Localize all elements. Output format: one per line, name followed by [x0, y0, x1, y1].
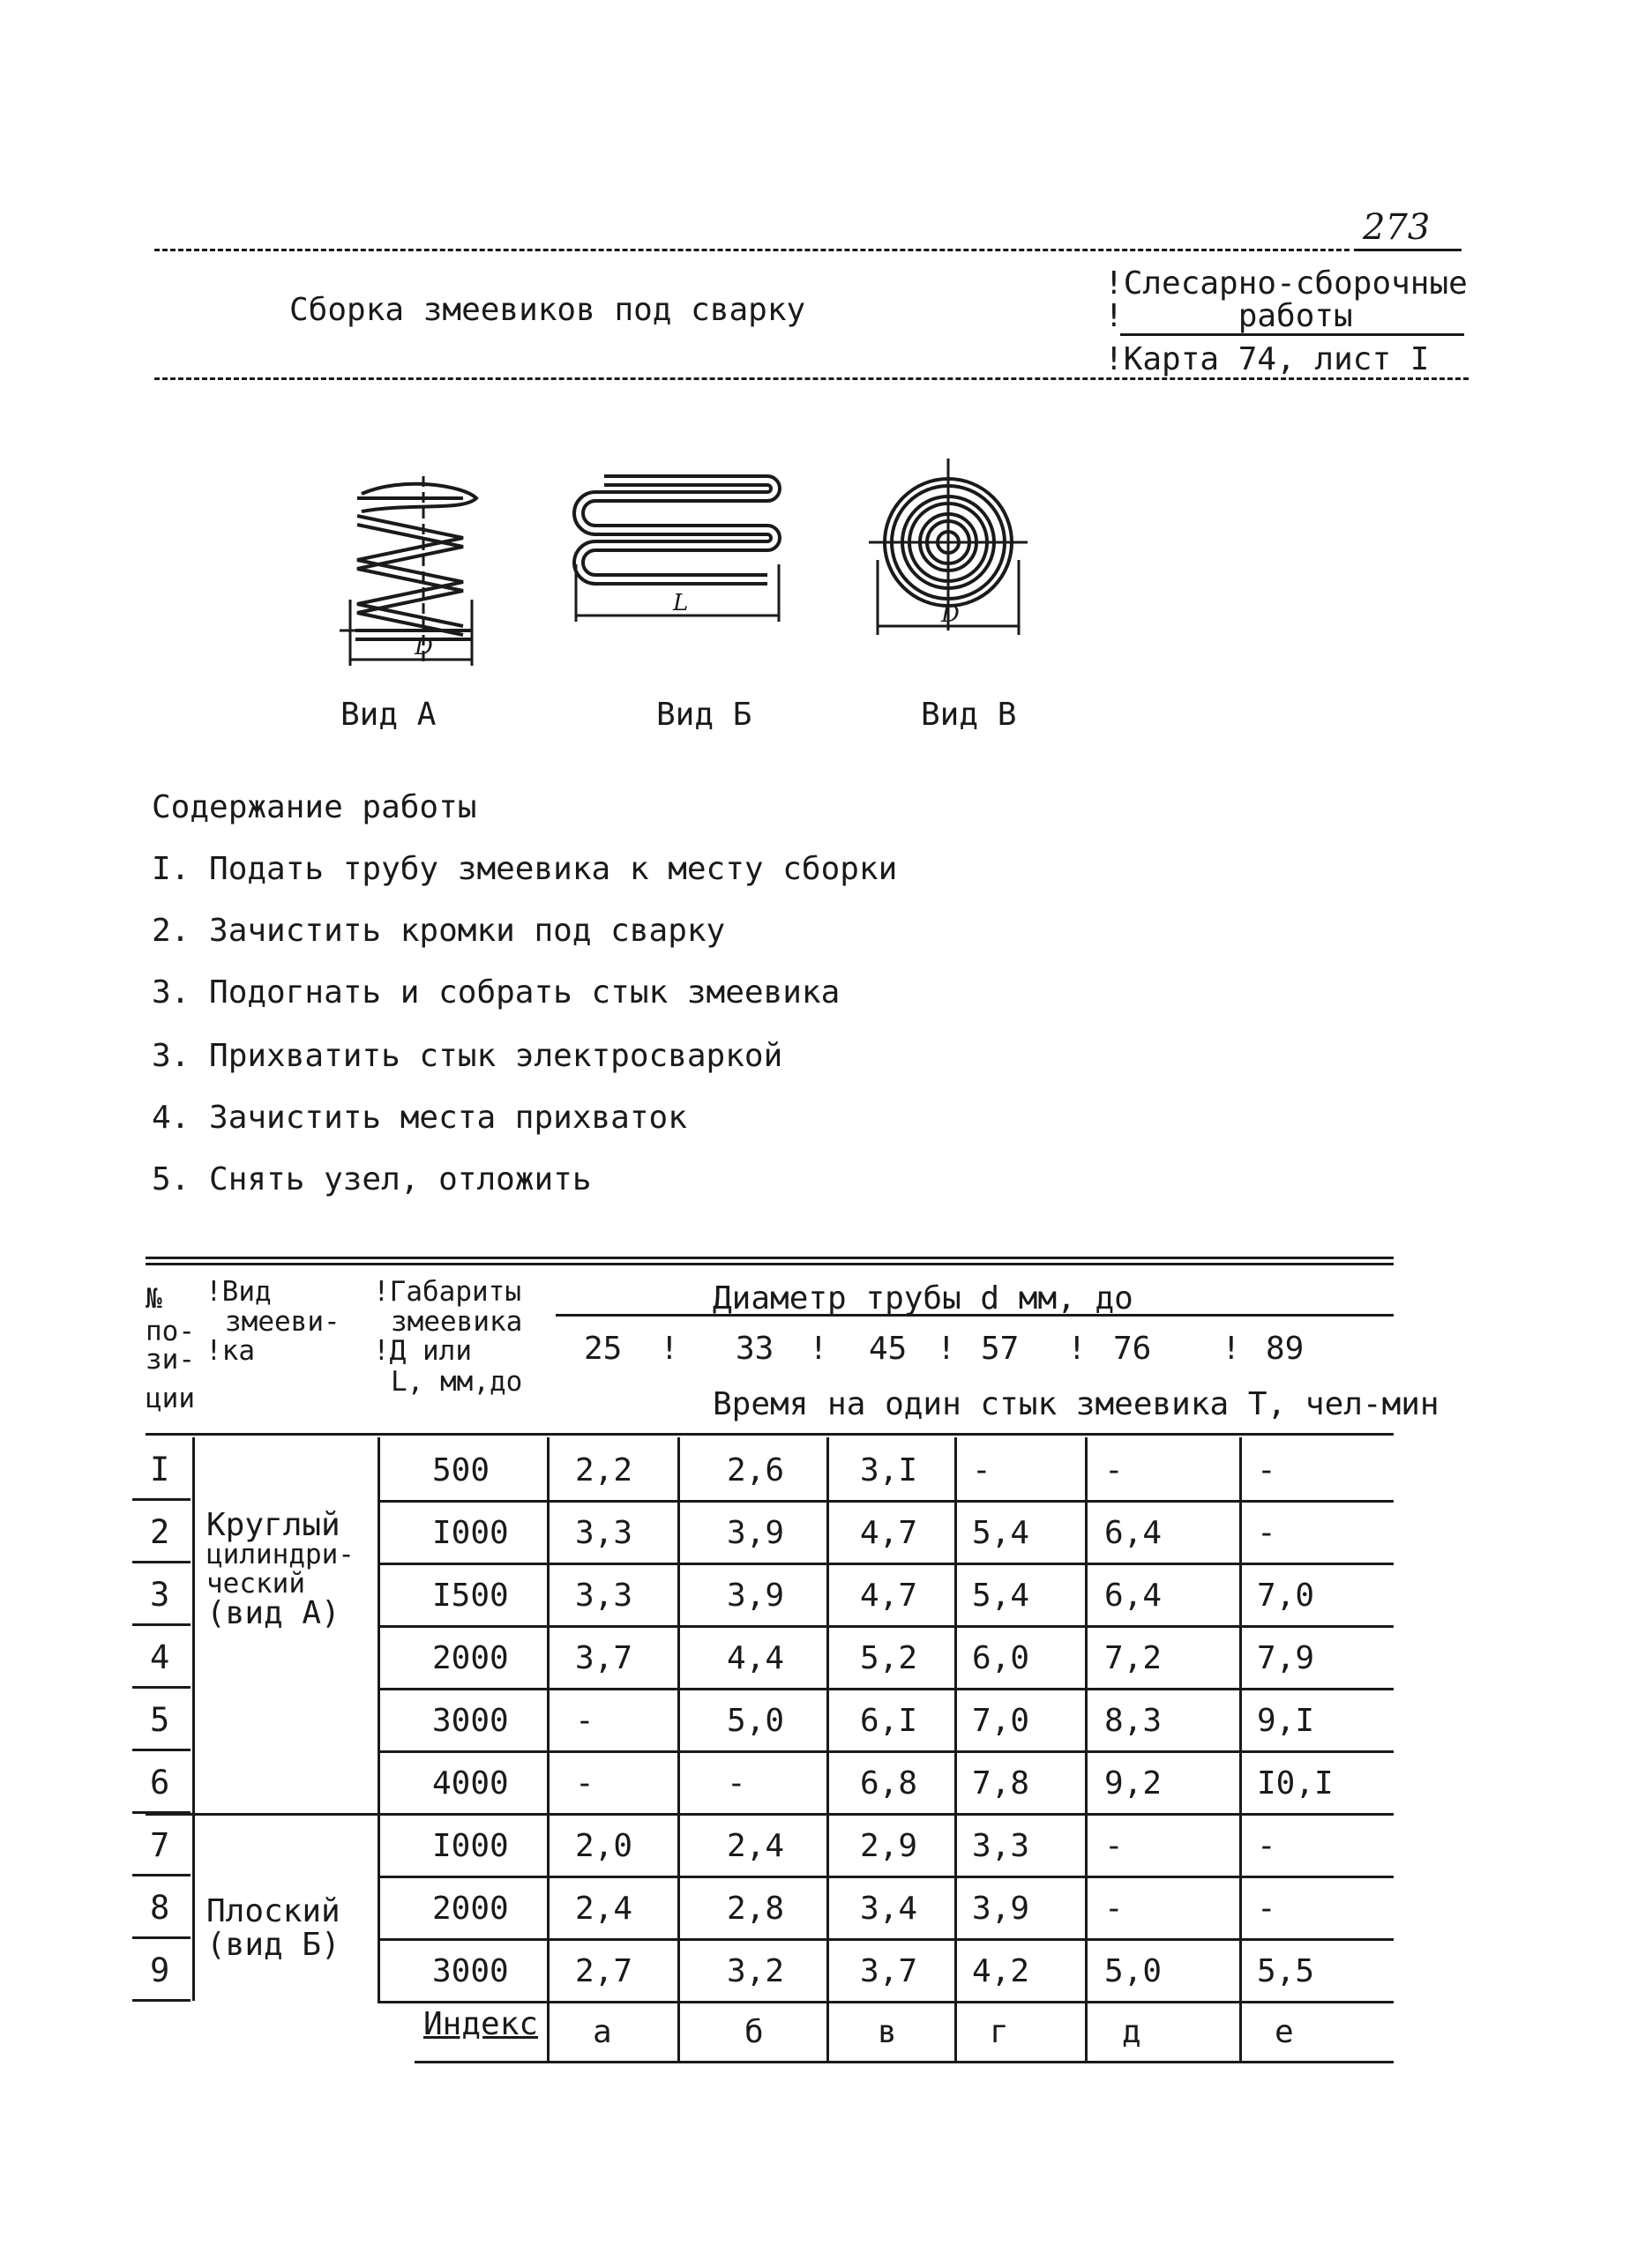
row-number: I: [150, 1451, 170, 1488]
index-value: б: [744, 2014, 764, 2050]
col-size-line-1: !Габариты: [373, 1276, 521, 1308]
time-value: -: [575, 1765, 594, 1802]
time-value: -: [575, 1703, 594, 1739]
work-step-1: I. Подать трубу змеевика к месту сборки: [152, 851, 898, 887]
card-number: Карта 74, лист I: [1123, 341, 1430, 377]
table-top-rule: [146, 1257, 1394, 1259]
figure-label-c: Вид В: [921, 697, 1017, 733]
table-top-rule-2: [146, 1263, 1394, 1265]
col-pos-line-3: зи-: [146, 1344, 195, 1376]
index-vline-1: [677, 2001, 680, 2063]
time-value: 4,4: [727, 1640, 785, 1676]
time-value: 3,7: [860, 1953, 918, 1989]
time-value: 3,4: [860, 1891, 918, 1927]
diameter-sep-4: !: [1067, 1331, 1087, 1367]
row-rule-5: [146, 1813, 1394, 1816]
time-value: 6,I: [860, 1703, 918, 1739]
row-number: 8: [150, 1889, 170, 1927]
dim-d-view-c: D: [941, 601, 960, 628]
time-value: 5,0: [1104, 1953, 1163, 1989]
time-value: -: [1257, 1452, 1276, 1488]
group-flat-line-1: Плоский: [206, 1893, 340, 1929]
diameter-sep-2: !: [809, 1331, 828, 1367]
row-num-rule-2: [132, 1623, 191, 1626]
table-vline-6: [1085, 1437, 1088, 2001]
row-size: 500: [432, 1452, 490, 1488]
time-value: -: [727, 1765, 746, 1802]
row-size: 2000: [432, 1891, 509, 1927]
time-value: 3,I: [860, 1452, 918, 1488]
time-value: 5,2: [860, 1640, 918, 1676]
row-size: 3000: [432, 1953, 509, 1989]
row-num-rule-3: [132, 1686, 191, 1689]
table-vline-5: [954, 1437, 957, 2001]
time-value: 3,3: [972, 1828, 1030, 1864]
row-rule-4: [378, 1750, 1394, 1753]
time-value: I0,I: [1257, 1765, 1334, 1802]
index-bottom-rule: [415, 2061, 1394, 2063]
row-number: 3: [150, 1576, 170, 1614]
work-heading: Содержание работы: [152, 789, 477, 825]
time-value: 2,4: [727, 1828, 785, 1864]
diameter-col-4: 76: [1113, 1331, 1152, 1367]
dim-l-view-b: L: [673, 590, 689, 616]
row-number: 4: [150, 1638, 170, 1676]
col-type-line-2: змееви-: [225, 1306, 340, 1338]
section-line-2: работы: [1237, 298, 1353, 334]
time-value: 2,2: [575, 1452, 633, 1488]
time-value: 2,4: [575, 1891, 633, 1927]
index-value: д: [1122, 2014, 1141, 2050]
time-value: 4,7: [860, 1578, 918, 1614]
row-size: I500: [432, 1578, 509, 1614]
row-number: 5: [150, 1701, 170, 1739]
dim-d-view-a: D: [415, 634, 433, 660]
section-label: !Слесарно-сборочные: [1104, 265, 1468, 302]
section-line-1: Слесарно-сборочные: [1123, 265, 1468, 302]
time-value: 7,0: [972, 1703, 1030, 1739]
group-flat-line-2: (вид Б): [206, 1927, 340, 1963]
time-value: -: [1257, 1891, 1276, 1927]
diameter-col-5: 89: [1266, 1331, 1305, 1367]
index-vline-0: [547, 2001, 550, 2063]
work-step-5: 4. Зачистить места прихваток: [152, 1100, 687, 1136]
row-size: I000: [432, 1828, 509, 1864]
row-num-rule-5: [132, 1811, 191, 1814]
row-size: 3000: [432, 1703, 509, 1739]
time-value: 5,5: [1257, 1953, 1315, 1989]
time-value: 3,3: [575, 1578, 633, 1614]
work-step-6: 5. Снять узел, отложить: [152, 1161, 592, 1197]
diameter-col-1: 33: [736, 1331, 774, 1367]
col-size-line-2: змеевика: [391, 1306, 523, 1338]
row-num-rule-4: [132, 1749, 191, 1751]
col-pos-line-2: по-: [146, 1316, 195, 1347]
group-round-line-3: ческий: [206, 1568, 305, 1600]
diameter-col-0: 25: [584, 1331, 623, 1367]
time-value: -: [1104, 1828, 1124, 1864]
diameter-sep-5: !: [1222, 1331, 1241, 1367]
diameter-col-3: 57: [981, 1331, 1020, 1367]
row-num-rule-6: [132, 1874, 191, 1876]
table-vline-4: [826, 1437, 829, 2001]
table-vline-0: [192, 1437, 195, 2001]
index-value: е: [1275, 2014, 1294, 2050]
time-value: -: [972, 1452, 991, 1488]
time-value: 7,9: [1257, 1640, 1315, 1676]
index-vline-2: [826, 2001, 829, 2063]
page-number: 273: [1363, 207, 1431, 248]
row-number: 7: [150, 1826, 170, 1864]
index-vline-3: [954, 2001, 957, 2063]
time-header: Время на один стык змеевика Т, чел-мин: [713, 1386, 1439, 1422]
time-value: -: [1104, 1452, 1124, 1488]
diameter-header-rule: [556, 1314, 1394, 1317]
time-value: 2,7: [575, 1953, 633, 1989]
col-size-line-4: L, мм,до: [391, 1366, 523, 1398]
row-num-rule-1: [132, 1561, 191, 1563]
diameter-col-2: 45: [869, 1331, 908, 1367]
time-value: 4,7: [860, 1515, 918, 1551]
time-value: -: [1257, 1515, 1276, 1551]
work-step-2: 2. Зачистить кромки под сварку: [152, 913, 726, 949]
group-round-line-4: (вид А): [206, 1595, 340, 1631]
card-label: !Карта 74, лист I: [1104, 341, 1430, 377]
time-value: 6,0: [972, 1640, 1030, 1676]
col-size-line-3: !Д или: [373, 1335, 472, 1367]
time-value: 6,4: [1104, 1515, 1163, 1551]
time-value: 2,6: [727, 1452, 785, 1488]
time-value: 8,3: [1104, 1703, 1163, 1739]
time-value: 6,4: [1104, 1578, 1163, 1614]
time-value: 2,9: [860, 1828, 918, 1864]
row-rule-3: [378, 1688, 1394, 1690]
row-num-rule-7: [132, 1936, 191, 1939]
time-value: 6,8: [860, 1765, 918, 1802]
time-value: 3,9: [972, 1891, 1030, 1927]
row-rule-7: [378, 1938, 1394, 1941]
col-pos-line-4: ции: [146, 1383, 195, 1414]
table-vline-7: [1239, 1437, 1242, 2001]
time-value: 5,4: [972, 1515, 1030, 1551]
section-label-2: ! работы: [1104, 298, 1353, 334]
col-type-line-1: !Вид: [206, 1276, 272, 1308]
row-size: I000: [432, 1515, 509, 1551]
time-value: 3,9: [727, 1515, 785, 1551]
time-value: 3,7: [575, 1640, 633, 1676]
index-vline-5: [1239, 2001, 1242, 2063]
diameter-header: Диаметр трубы d мм, до: [713, 1280, 1133, 1317]
col-type-line-3: !ка: [206, 1335, 255, 1367]
table-vline-2: [547, 1437, 550, 2001]
row-num-rule-8: [132, 1999, 191, 2002]
time-value: 7,2: [1104, 1640, 1163, 1676]
row-number: 2: [150, 1513, 170, 1551]
row-number: 6: [150, 1764, 170, 1802]
time-value: 4,2: [972, 1953, 1030, 1989]
time-value: 5,4: [972, 1578, 1030, 1614]
time-value: 2,0: [575, 1828, 633, 1864]
work-step-3: 3. Подогнать и собрать стык змеевика: [152, 974, 841, 1011]
table-vline-1: [378, 1437, 380, 2001]
time-value: 9,I: [1257, 1703, 1315, 1739]
time-value: 3,3: [575, 1515, 633, 1551]
row-rule-2: [378, 1625, 1394, 1628]
row-rule-0: [378, 1500, 1394, 1503]
figure-label-a: Вид А: [340, 697, 437, 733]
index-value: а: [593, 2014, 612, 2050]
time-value: 3,9: [727, 1578, 785, 1614]
group-round-line-1: Круглый: [206, 1507, 340, 1543]
col-pos-line-1: №: [146, 1283, 162, 1315]
time-value: 3,2: [727, 1953, 785, 1989]
index-label: Индекс: [423, 2006, 539, 2042]
group-round-line-2: цилиндри-: [206, 1539, 355, 1570]
time-value: 7,0: [1257, 1578, 1315, 1614]
row-size: 2000: [432, 1640, 509, 1676]
document-title: Сборка змеевиков под сварку: [289, 292, 806, 328]
table-vline-3: [677, 1437, 680, 2001]
time-value: -: [1104, 1891, 1124, 1927]
diameter-sep-3: !: [937, 1331, 956, 1367]
diameter-sep-1: !: [660, 1331, 679, 1367]
time-value: 7,8: [972, 1765, 1030, 1802]
time-value: -: [1257, 1828, 1276, 1864]
row-number: 9: [150, 1951, 170, 1989]
figure-label-b: Вид Б: [656, 697, 752, 733]
row-size: 4000: [432, 1765, 509, 1802]
index-vline-4: [1085, 2001, 1088, 2063]
table-header-bottom-rule: [146, 1433, 1394, 1436]
work-step-4: 3. Прихватить стык электросваркой: [152, 1038, 783, 1074]
time-value: 5,0: [727, 1703, 785, 1739]
row-num-rule-0: [132, 1498, 191, 1501]
row-rule-6: [378, 1876, 1394, 1878]
row-rule-1: [378, 1563, 1394, 1565]
index-value: в: [878, 2014, 897, 2050]
index-value: г: [990, 2014, 1009, 2050]
time-value: 2,8: [727, 1891, 785, 1927]
time-value: 9,2: [1104, 1765, 1163, 1802]
